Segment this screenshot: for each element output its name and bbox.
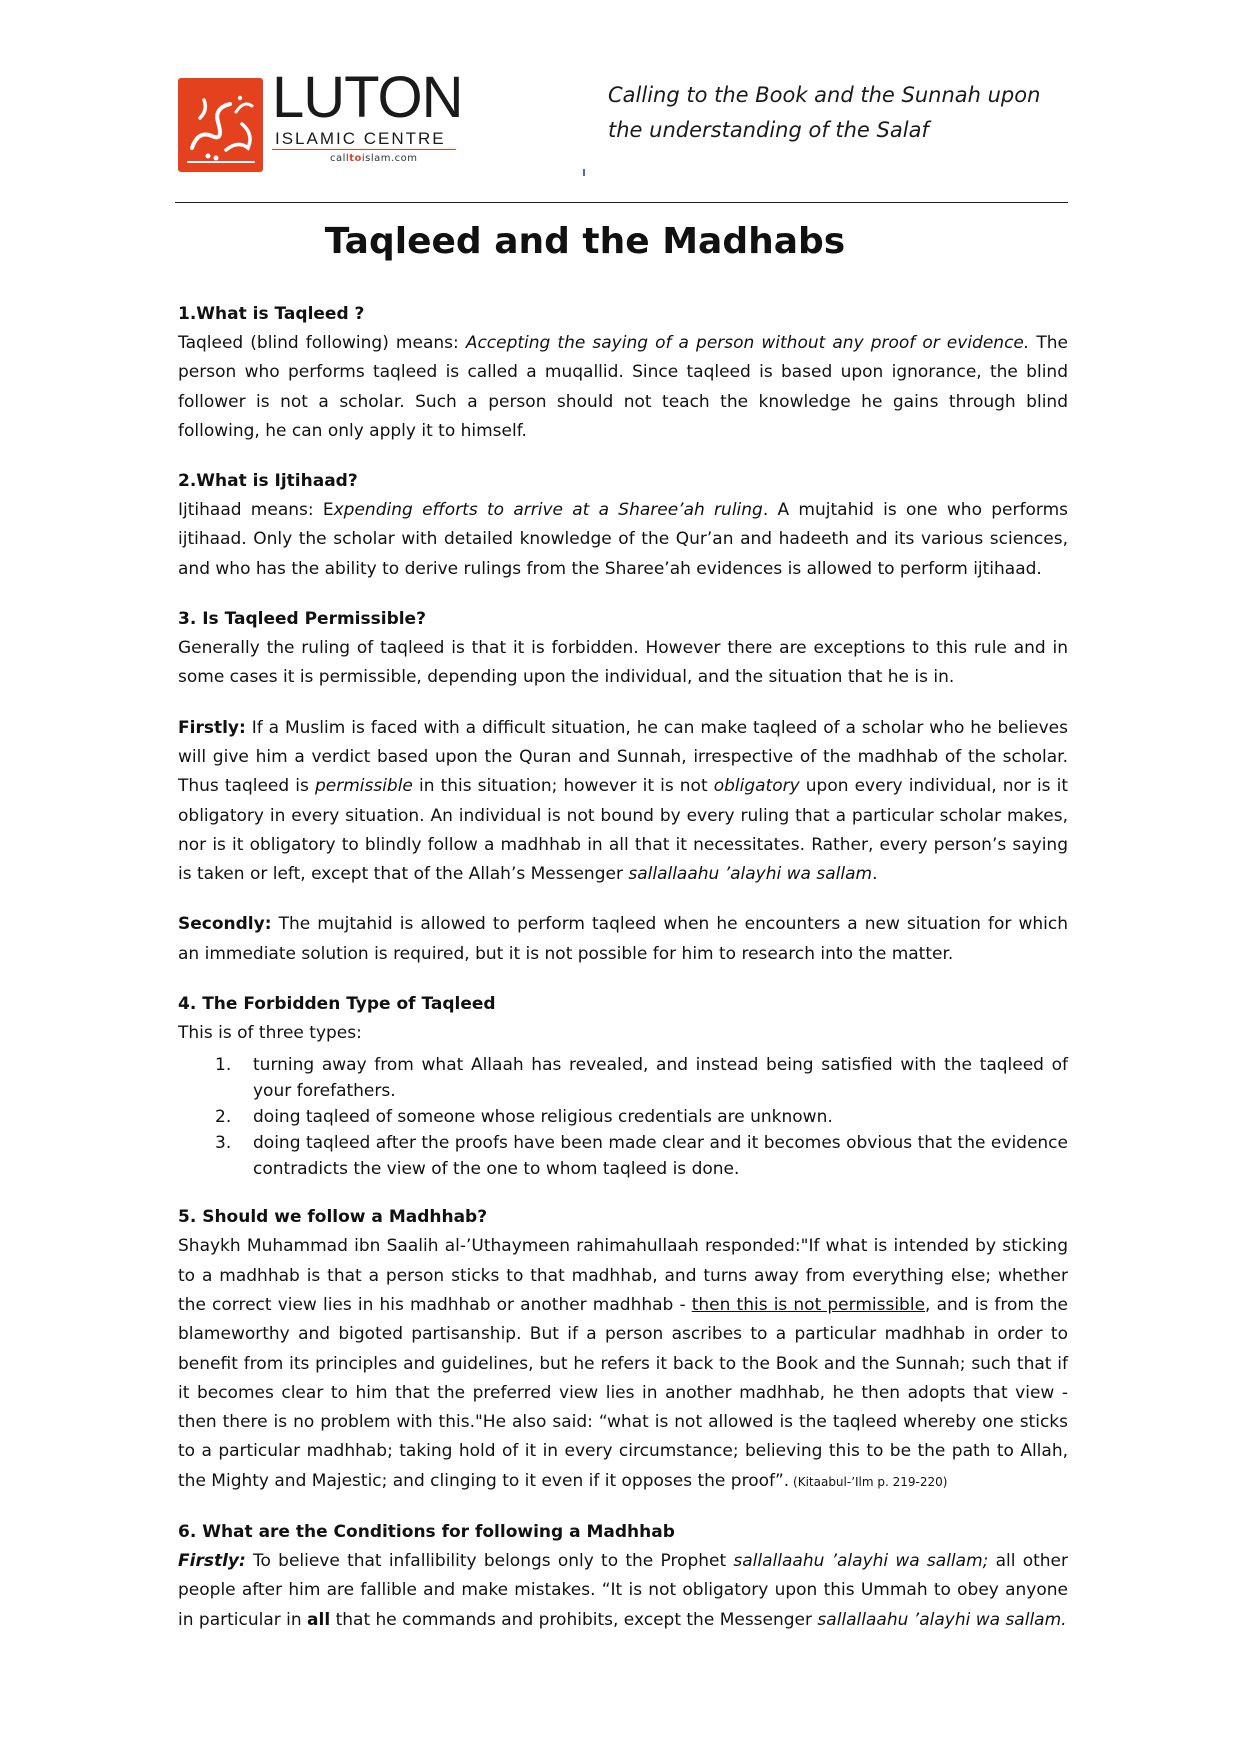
document-body [178, 300, 1068, 1635]
section-heading: 6. What are the Conditions for following a Madhhab [178, 1522, 675, 1543]
section-paragraph: Generally the ruling of taqleed is that it is forbidden. However there are exceptions to this rule and in some cases it is permissible, depending upon the individual, and the situation that he is in. [178, 638, 1068, 688]
secondly-paragraph: Secondly: The mujtahid is allowed to perform taqleed when he encounters a new situation for which an immediate solution is required, but it is not possible for him to research into the matter. [178, 914, 1068, 964]
forbidden-types-list [178, 1052, 1068, 1182]
luton-islamic-centre-logo [178, 65, 470, 173]
calligraphy-emblem-icon [178, 78, 263, 172]
header-divider [175, 202, 1068, 203]
section-paragraph: This is of three types: [178, 1023, 362, 1044]
text-cursor-mark [583, 169, 585, 176]
list-item: 1. turning away from what Allaah has revealed, and instead being satisfied with the taqleed of your forefathers. [215, 1055, 1068, 1102]
section-paragraph: Taqleed (blind following) means: Accepting the saying of a person without any proof or evidence. The person who performs taqleed is called a muqallid. Since taqleed is based upon ignorance, the blind follower is not a scholar. Such a person should not teach the knowledge he gains through blind following, he can only apply it to himself. [178, 333, 1068, 441]
list-item: 2. doing taqleed of someone whose religious credentials are unknown. [215, 1107, 833, 1128]
section-heading: 1.What is Taqleed ? [178, 304, 365, 324]
section-paragraph: Shaykh Muhammad ibn Saalih al-’Uthaymeen rahimahullaah responded:"If what is intended by sticking to a madhhab is that a person sticks to that madhhab, and turns away from everything else; whether the correct view lies in his madhhab or another madhhab - then this is not permissible, and is from the blameworthy and bigoted partisanship. But if a person ascribes to a particular madhhab in order to benefit from its principles and guidelines, but he refers it back to the Book and the Sunnah; such that if it becomes clear to him that the preferred view lies in another madhhab, he then adopts that view - then there is no problem with this."He also said: “what is not allowed is the taqleed whereby one sticks to a particular madhhab; taking hold of it in every circumstance; believing this to be the path to Allah, the Mighty and Majestic; and clinging to it even if it opposes the proof”. (Kitaabul-’Ilm p. 219-220) [178, 1236, 1068, 1491]
tagline [608, 78, 1068, 148]
firstly-paragraph: Firstly: If a Muslim is faced with a difficult situation, he can make taqleed of a scholar who he believes will give him a verdict based upon the Quran and Sunnah, irrespective of the madhhab of the scholar. Thus taqleed is permissible in this situation; however it is not obligatory upon every individual, nor is it obligatory in every situation. An individual is not bound by every ruling that a particular scholar makes, nor is it obligatory to blindly follow a madhhab in all that it necessitates. Rather, every person’s saying is taken or left, except that of the Allah’s Messenger sallallaahu ’alayhi wa sallam. [178, 717, 1069, 885]
logo-subtitle: ISLAMIC CENTRE [275, 129, 446, 148]
section-heading: 3. Is Taqleed Permissible? [178, 609, 426, 630]
logo-divider [272, 149, 456, 150]
section-heading: 5. Should we follow a Madhhab? [178, 1207, 488, 1228]
section-paragraph: Firstly: To believe that infallibility belongs only to the Prophet sallallaahu ’alayhi wa sallam; all other people after him are fallible and make mistakes. “It is not obligatory upon this Ummah to obey anyone in particular in all that he commands and prohibits, except the Messenger sallallaahu ’alayhi wa sallam. [178, 1551, 1068, 1630]
list-item: 3. doing taqleed after the proofs have been made clear and it becomes obvious that the evidence contradicts the view of the one to whom taqleed is done. [215, 1133, 1068, 1180]
section-heading: 2.What is Ijtihaad? [178, 471, 358, 492]
tagline-line: Calling to the Book and the Sunnah upon [608, 83, 1041, 107]
page-title: Taqleed and the Madhabs [324, 221, 846, 262]
logo-wordmark: LUTON [272, 65, 463, 130]
logo-url: calltoislam.com [330, 153, 418, 164]
section-heading: 4. The Forbidden Type of Taqleed [178, 994, 496, 1015]
section-paragraph: Ijtihaad means: Expending efforts to arrive at a Sharee’ah ruling. A mujtahid is one who performs ijtihaad. Only the scholar with detailed knowledge of the Qur’an and hadeeth and its various sciences, and who has the ability to derive rulings from the Sharee’ah evidences is allowed to perform ijtihaad. [178, 500, 1068, 579]
tagline-line: the understanding of the Salaf [608, 118, 929, 142]
citation: (Kitaabul-’Ilm p. 219-220) [789, 1474, 948, 1489]
